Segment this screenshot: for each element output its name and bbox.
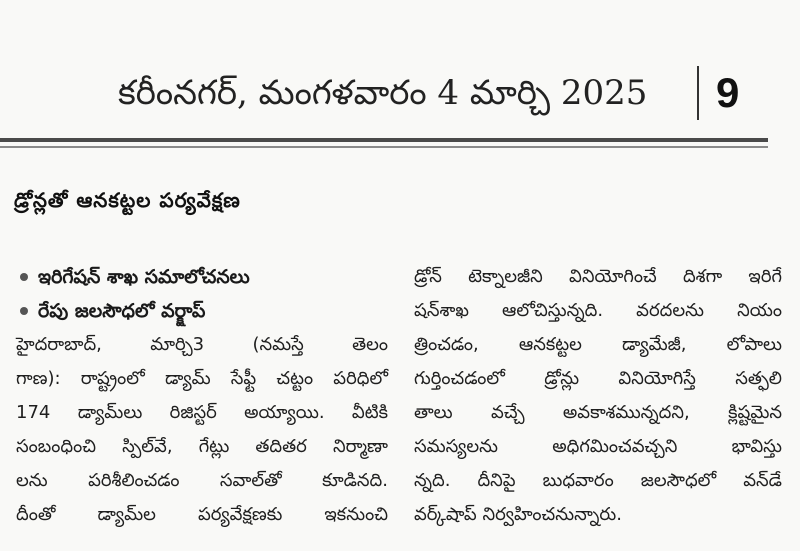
highlight-text: ఇరిగేషన్ శాఖ సమాలోచనలు — [38, 266, 250, 288]
body-line: సంబంధించి స్పిల్‌వే, గేట్లు తదితర నిర్మాణా — [16, 436, 388, 457]
body-line: దీంతో డ్యామ్‌ల పర్యవేక్షణకు ఇకనుంచి — [16, 504, 388, 525]
body-line: వర్క్‌షాప్ నిర్వహించనున్నారు. — [414, 504, 622, 525]
page-number: 9 — [716, 69, 740, 116]
body-line: త్రించడం, ఆనకట్టల డ్యామేజీ, లోపాలు — [414, 334, 782, 355]
article-headline: డ్రోన్లతో ఆనకట్టల పర్యవేక్షణ — [14, 188, 241, 212]
body-line: షన్‌శాఖ ఆలోచిస్తున్నది. వరదలను నియం — [414, 300, 782, 321]
header-rule-light — [0, 146, 768, 148]
highlight-item — [16, 294, 388, 328]
body-line: 174 డ్యామ్‌లు రిజిస్టర్ అయ్యాయి. వీటికి — [16, 402, 388, 423]
article-column-left — [16, 260, 388, 532]
highlight-text: రేపు జలసౌధలో వర్క్షాప్ — [38, 300, 206, 322]
bullet-dot-icon — [20, 273, 28, 281]
body-line: న్నది. దీనిపై బుధవారం జలసౌధలో వన్‌డే — [414, 470, 782, 491]
body-line: డ్రోన్ టెక్నాలజీని వినియోగించే దిశగా ఇరిగే — [414, 266, 782, 287]
body-line: తాలు వచ్చే అవకాశమున్నదని, క్లిష్టమైన — [414, 402, 782, 423]
body-line: హైదరాబాద్, మార్చి3 (నమస్తే తెలం — [16, 334, 388, 355]
highlight-item — [16, 260, 388, 294]
body-line: సమస్యలను అధిగమించవచ్చని భావిస్తు — [414, 436, 782, 457]
header-rule-heavy — [0, 138, 768, 142]
body-line: గాణ): రాష్ట్రంలో డ్యామ్ సేఫ్టీ చట్టం పరిధిలో — [16, 368, 388, 389]
header-separator — [697, 66, 699, 120]
body-line: గుర్తించడంలో డ్రోన్లు వినియోగిస్తే సత్ఫలి — [414, 368, 782, 389]
dateline: కరీంనగర్, మంగళవారం 4 మార్చి 2025 — [118, 73, 648, 113]
article-column-right — [414, 260, 782, 532]
bullet-dot-icon — [20, 307, 28, 315]
body-line: లను పరిశీలించడం సవాల్‌తో కూడినది. — [16, 470, 388, 491]
